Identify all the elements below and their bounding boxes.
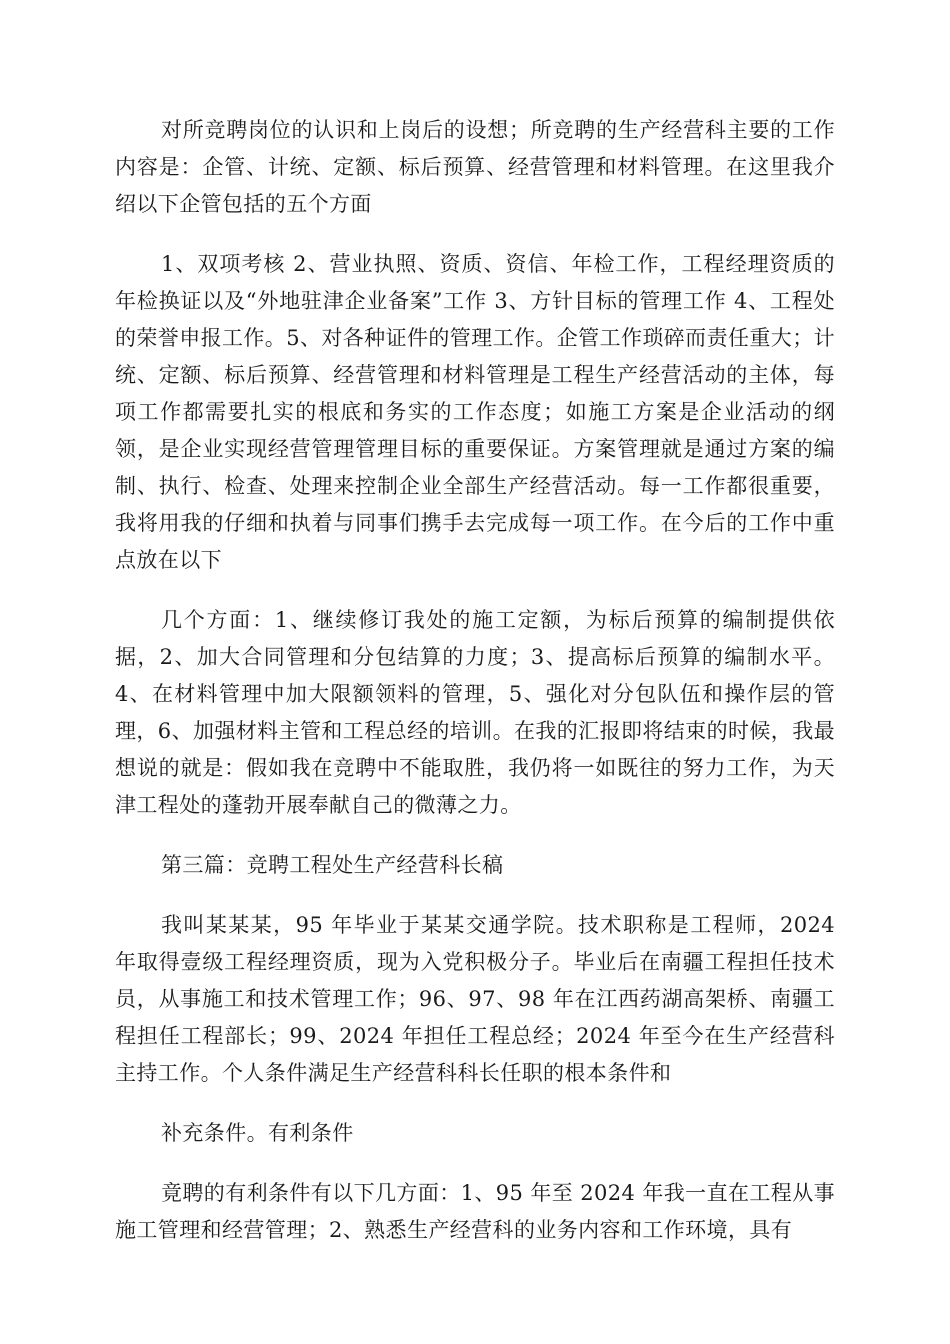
paragraph-favorable-conditions: 竟聘的有利条件有以下几方面：1、95 年至 2024 年我一直在工程从事施工管理和经营管理；2、熟悉生产经营科的业务内容和工作环境，具有 (115, 1181, 835, 1242)
document-body (115, 112, 835, 1272)
section-heading: 第三篇：竞聘工程处生产经营科长稿 (161, 853, 504, 877)
paragraph-future-work-focus: 几个方面：1、继续修订我处的施工定额，为标后预算的编制提供依据，2、加大合同管理和分包结算的力度；3、提高标后预算的编制水平。4、在材料管理中加大限额领料的管理，5、强化对分包队伍和操作层的管理，6、加强材料主管和工程总经的培训。在我的汇报即将结束的时候，我最想说的就是：假如我在竞聘中不能取胜，我仍将一如既往的努力工作，为天津工程处的蓬勃开展奉献自己的微薄之力。 (115, 608, 835, 817)
paragraph-favorable-conditions-title: 补充条件。有利条件 (161, 1121, 354, 1145)
paragraph-enterprise-management-items: 1、双项考核 2、营业执照、资质、资信、年检工作，工程经理资质的年检换证以及“外地驻津企业备案”工作 3、方针目标的管理工作 4、工程处的荣誉申报工作。5、对各种证件的管理工作。企管工作琐碎而责任重大；计统、定额、标后预算、经营管理和材料管理是工程生产经营活动的主体，每项工作都需要扎实的根底和务实的工作态度；如施工方案是企业活动的纲领，是企业实现经营管理管理目标的重要保证。方案管理就是通过方案的编制、执行、检查、处理来控制企业全部生产经营活动。每一工作都很重要，我将用我的仔细和执着与同事们携手去完成每一项工作。在今后的工作中重点放在以下 (115, 252, 835, 572)
paragraph-self-introduction: 我叫某某某，95 年毕业于某某交通学院。技术职称是工程师，2024 年取得壹级工程经理资质，现为入党积极分子。毕业后在南疆工程担任技术员，从事施工和技术管理工作；96、97、98 年在江西药湖高架桥、南疆工程担任工程部长；99、2024 年担任工程总经；2024 年至今在生产经营科主持工作。个人条件满足生产经营科科长任职的根本条件和 (115, 913, 835, 1085)
paragraph-position-understanding: 对所竞聘岗位的认识和上岗后的设想；所竞聘的生产经营科主要的工作内容是：企管、计统、定额、标后预算、经营管理和材料管理。在这里我介绍以下企管包括的五个方面 (115, 118, 835, 216)
